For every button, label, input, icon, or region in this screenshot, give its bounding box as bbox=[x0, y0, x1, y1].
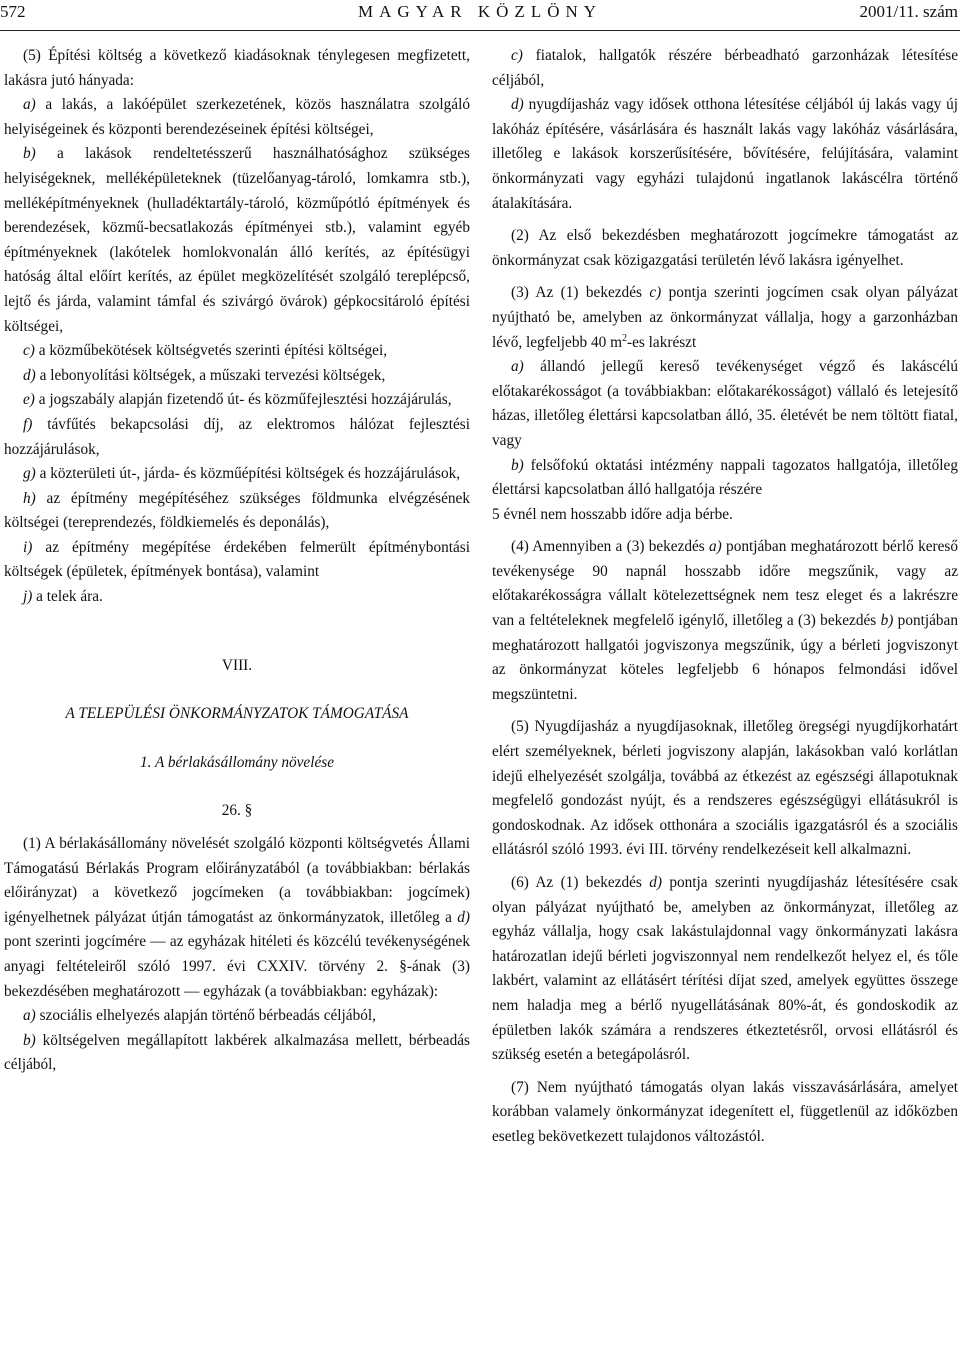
item-label: i) bbox=[23, 538, 33, 556]
issue-number: 2001/11. szám bbox=[859, 2, 958, 21]
paragraph-6 bbox=[492, 871, 958, 1068]
item-3a bbox=[492, 355, 958, 453]
paragraph-2: (2) Az első bekezdésben meghatározott jogcímekre támogatást az önkormányzat csak közigazgatási területén lévő lakásra igényelhet. bbox=[492, 227, 958, 269]
journal-title: MAGYAR KÖZLÖNY bbox=[357, 2, 603, 21]
paragraph-4 bbox=[492, 535, 958, 707]
item-reference: a) bbox=[709, 538, 722, 556]
item-text: a jogszabály alapján fizetendő út- és közműfejlesztési hozzájárulás, bbox=[34, 391, 452, 409]
item-text: állandó jellegű kereső tevékenységet végző és lakáscélú előtakarékosságot (a továbbiakban: előtakarékosságot) vállaló és letejesítő házas, illetőleg élettársi kapcsolatban álló, 35. életévét be nem töltött fiatal, vagy bbox=[492, 358, 958, 449]
item-text: felsőfokú oktatási intézmény nappali tagozatos hallgatója, illetőleg élettársi kapcsolatban álló hallgatója részére bbox=[492, 456, 958, 499]
paragraph-3 bbox=[492, 281, 958, 355]
section-number: 26. § bbox=[221, 802, 253, 820]
item-label: a) bbox=[511, 358, 524, 376]
item-label: a) bbox=[23, 96, 36, 114]
item-label: d) bbox=[23, 366, 36, 384]
chapter-title: A TELEPÜLÉSI ÖNKORMÁNYZATOK TÁMOGATÁSA bbox=[65, 705, 409, 723]
paragraph-5: (5) Nyugdíjasház a nyugdíjasoknak, illetőleg öregségi nyugdíjkorhatárt elért személyeknek, bérleti jogviszony alapján, lakásokban való korlátlan idejű elhelyezését szolgálja, továbbá az étkezést az egészségi állapotuknak megfelelő gondozást nyújt, és a rendszeres egészségügyi ellátásukról is gondoskodnak. Az idősek otthonára a szociális igazgatásról és a szociális ellátásról szóló 1993. évi III. törvény rendelkezéseit kell alkalmazni. bbox=[492, 718, 958, 859]
paragraph-text: -es lakrészt bbox=[627, 333, 697, 351]
paragraph-text: (1) A bérlakásállomány növelését szolgáló központi költségvetés Állami Támogatású Bérlakás Program előirányzatából (a továbbiakban: bérlakás előirányzat) a következő jogcímeken (a továbbiakban: jogcímek) igényelhetnek pályázat útján támogatást az önkormányzatok, illetőleg a bbox=[4, 835, 470, 926]
paragraph-text: (4) Amennyiben a (3) bekezdés bbox=[511, 538, 710, 556]
item-text: a lakások rendeltetésszerű használhatósághoz szükséges helyiségeknek, melléképületeknek (tüzelőanyag-tároló, lomkamra stb.), melléképítményeknek (hulladéktartály-tároló, közműpótló építmények és berendezések, közmű-becsatlakozás építményei stb.), valamint egyéb építményeknek (lakótelek homlokvonalán álló kerítés, az építésügyi hatóság által előírt kerítés, az épület megközelítését szolgáló tereplépcső, lejtő és járda, valamint támfal és szivárgó övárok) gépkocsitároló építési költségei, bbox=[4, 145, 470, 335]
item-d bbox=[4, 364, 470, 389]
paragraph-text: pontjában meghatározott bérlő kereső tevékenysége 90 napnál hosszabb időre megszűnik, vagy az előtakarékosságra vállalt kötelezettségnek nem tesz eleget és a lakrészre van a feltételeknek megfelelő igénylő, illetőleg a (3) bekezdés bbox=[492, 538, 959, 630]
item-text: a lebonyolítási költségek, a műszaki tervezési költségek, bbox=[35, 366, 386, 384]
item-label: j) bbox=[23, 588, 33, 606]
paragraph-text: pontjában meghatározott hallgatói jogviszonya megszűnik, úgy a bérleti jogviszonyt az önkormányzat köteles legfeljebb 6 hónapos felmondási idővel megszüntetni. bbox=[492, 612, 958, 703]
page-number: 572 bbox=[0, 2, 26, 21]
item-text: nyugdíjasház vagy idősek otthona létesítése céljából új lakás vagy új lakóház építésére, vásárlására és használt lakás vagy lakóház vásárlására, illetőleg e lakások korszerűsítésére, bővítésére, felújítására, valamint önkormányzati vagy egyházi tulajdonú ingatlanok lakáscélra történő átalakítására. bbox=[492, 96, 958, 212]
item-reference: b) bbox=[880, 612, 894, 630]
item-reference: c) bbox=[649, 284, 662, 302]
item-1b bbox=[4, 1029, 470, 1078]
item-text: költségelven megállapított lakbérek alkalmazása mellett, bérbeadás céljából, bbox=[4, 1031, 470, 1074]
item-b bbox=[4, 142, 470, 339]
item-label: a) bbox=[23, 1007, 36, 1025]
item-text: az építmény megépítése érdekében felmerült építménybontási költségek (épületek, építmények bontása), valamint bbox=[4, 538, 470, 581]
item-text: az építmény megépítéséhez szükséges földmunka elvégzésének költségei (tereprendezés, földkiemelés és deponálás), bbox=[4, 489, 470, 532]
paragraph-5-intro: (5) Építési költség a következő kiadásoknak ténylegesen megfizetett, lakásra jutó hányada: bbox=[4, 47, 470, 89]
paragraph-text: (6) Az (1) bekezdés bbox=[511, 874, 650, 891]
item-j bbox=[4, 585, 470, 610]
item-h bbox=[4, 487, 470, 536]
item-label: h) bbox=[23, 489, 36, 507]
item-label: g) bbox=[23, 465, 36, 483]
item-3b bbox=[492, 454, 958, 503]
item-text: szociális elhelyezés alapján történő bérbeadás céljából, bbox=[35, 1007, 376, 1025]
left-column bbox=[4, 44, 470, 1078]
item-text: távfűtés bekapcsolási díj, az elektromos hálózat fejlesztési hozzájárulások, bbox=[4, 415, 470, 458]
item-1d bbox=[492, 93, 958, 216]
item-f bbox=[4, 413, 470, 462]
paragraph-1 bbox=[4, 832, 470, 1004]
paragraph-7: (7) Nem nyújtható támogatás olyan lakás visszavásárlására, amelyet korábban valamely önkormányzat idegenített el, függetlenül az időközben esetleg bekövetkezett tulajdonos változástól. bbox=[492, 1078, 958, 1145]
item-text: a közterületi út-, járda- és közműépítési költségek és hozzájárulások, bbox=[35, 465, 461, 483]
right-column bbox=[492, 44, 958, 1150]
item-1c bbox=[492, 44, 958, 93]
paragraph-text: (3) Az (1) bekezdés bbox=[511, 284, 650, 302]
paragraph-text: pontja szerinti nyugdíjasház létesítésére csak olyan pályázat nyújtható be, amelyben az önkormányzat, illetőleg az egyház vállalja, hogy csak lakástulajdonnal vagy önkormányzati lakásra határozatlan idejű bérleti jogviszonnyal nem rendelkezőt helyez el, és tőle lakbért, valamint az ellátásért térítési díjat szed, amelyek együttes összege nem haladja meg a bérlő nyugellátásának 80%-át, és gondoskodik az épületben lakók számára a rendszeres étkeztetésről, orvosi ellátásról és szükség esetén a betegápolásról. bbox=[492, 874, 958, 1064]
item-text: a telek ára. bbox=[32, 588, 103, 606]
item-label: b) bbox=[511, 456, 524, 474]
item-a bbox=[4, 93, 470, 142]
item-label: b) bbox=[23, 145, 36, 163]
item-text: a közműbekötések költségvetés szerinti építési költségei, bbox=[34, 342, 388, 360]
item-reference: d) bbox=[649, 874, 662, 891]
item-reference: d) bbox=[457, 908, 470, 926]
item-g bbox=[4, 462, 470, 487]
item-1a bbox=[4, 1004, 470, 1029]
chapter-heading: VIII. bbox=[221, 656, 253, 674]
item-label: e) bbox=[23, 391, 35, 409]
subsection-title: 1. A bérlakásállomány növelése bbox=[139, 753, 334, 771]
item-label: d) bbox=[511, 96, 524, 114]
superscript: 2 bbox=[622, 332, 627, 344]
item-text: a lakás, a lakóépület szerkezetének, közös használatra szolgáló helyiségeinek és központi berendezéseinek építési költségei, bbox=[4, 96, 470, 138]
item-i bbox=[4, 536, 470, 585]
item-e bbox=[4, 388, 470, 413]
paragraph-text: pontja szerinti jogcímen csak olyan pályázat nyújtható be, amelyben az önkormányzat vállalja, hogy a garzonházban lévő, legfeljebb 40 m bbox=[492, 284, 958, 351]
item-c bbox=[4, 339, 470, 364]
item-label: f) bbox=[23, 415, 33, 433]
paragraph-3-end: 5 évnél nem hosszabb időre adja bérbe. bbox=[492, 505, 733, 523]
item-label: b) bbox=[23, 1031, 36, 1049]
item-label: c) bbox=[23, 342, 35, 360]
paragraph-text: pont szerinti jogcímére — az egyházak hitéleti és közcélú tevékenységének anyagi feltételeiről szóló 1997. évi CXXIV. törvény 2. §-ának (3) bekezdésében meghatározott — egyházak (a továbbiakban: egyházak): bbox=[4, 933, 470, 1000]
item-label: c) bbox=[511, 47, 523, 64]
page-header bbox=[0, 0, 960, 31]
item-text: fiatalok, hallgatók részére bérbeadható garzonházak létesítése céljából, bbox=[492, 47, 958, 89]
